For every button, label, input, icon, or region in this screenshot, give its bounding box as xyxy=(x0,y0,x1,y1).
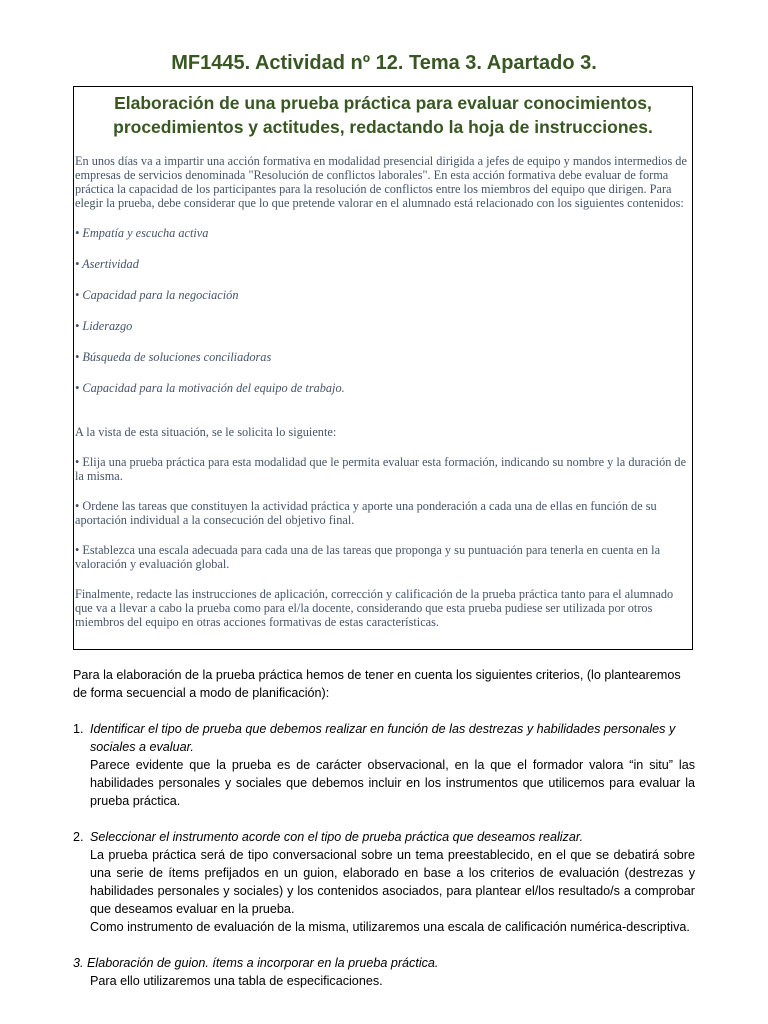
activity-statement xyxy=(75,154,690,629)
criterion-number: 1. xyxy=(73,722,84,736)
criterion-paragraph: Para ello utilizaremos una tabla de especificaciones. xyxy=(90,974,383,988)
request-item: • Elija una prueba práctica para esta modalidad que le permita evaluar esta formación, indicando su nombre y la duración de la misma. xyxy=(75,455,687,483)
activity-statement-box xyxy=(73,86,693,650)
criterion-heading: Seleccionar el instrumento acorde con el tipo de prueba práctica que deseamos realizar. xyxy=(90,830,584,844)
statement-final: Finalmente, redacte las instrucciones de aplicación, corrección y calificación de la prueba práctica tanto para el alumnado que va a llevar a cabo la prueba como para el/la docente, considerando que esta prueba pudiese ser utilizada por otros miembros del equipo en otras acciones formativas de estas características. xyxy=(75,587,674,629)
activity-title-line-2: procedimientos y actitudes, redactando la hoja de instrucciones. xyxy=(113,117,653,137)
response-intro: Para la elaboración de la prueba práctica hemos de tener en cuenta los siguientes criterios, (lo plantearemos de forma secuencial a modo de planificación): xyxy=(73,668,681,700)
content-item: • Capacidad para la negociación xyxy=(75,288,239,302)
page-title: MF1445. Actividad nº 12. Tema 3. Apartado 3. xyxy=(171,52,597,74)
statement-intro: En unos días va a impartir una acción formativa en modalidad presencial dirigida a jefes de equipo y mandos intermedios de empresas de servicios denominada "Resolución de conflictos laborales". En esta acción formativa debe evaluar de forma práctica la capacidad de los participantes para la resolución de conflictos entre los miembros del equipo que dirigen. Para elegir la prueba, debe considerar que lo que pretende valorar en el alumnado está relacionado con los siguientes contenidos: xyxy=(75,154,687,210)
content-item: • Asertividad xyxy=(75,257,139,271)
request-item: • Establezca una escala adecuada para cada una de las tareas que proponga y su puntuación para tenerla en cuenta en la valoración y evaluación global. xyxy=(75,543,661,571)
activity-title xyxy=(78,91,688,139)
activity-title-line-1: Elaboración de una prueba práctica para evaluar conocimientos, xyxy=(114,93,652,113)
criterion-paragraph: Parece evidente que la prueba es de carácter observacional, en la que el formador valora “in situ” las habilidades personales y sociales que debemos incluir en los instrumentos que utilicemos para evaluar la prueba práctica. xyxy=(90,758,695,808)
content-item: • Capacidad para la motivación del equipo de trabajo. xyxy=(75,381,345,395)
criterion-number: 2. xyxy=(73,830,84,844)
content-item: • Empatía y escucha activa xyxy=(75,226,209,240)
request-intro: A la vista de esta situación, se le solicita lo siguiente: xyxy=(75,425,337,439)
criterion-heading: Identificar el tipo de prueba que debemos realizar en función de las destrezas y habilidades personales y sociales a evaluar. xyxy=(90,722,676,754)
request-item: • Ordene las tareas que constituyen la actividad práctica y aporte una ponderación a cada una de ellas en función de su aportación individual a la consecución del objetivo final. xyxy=(75,499,657,527)
criterion-item-3 xyxy=(73,954,695,990)
content-item: • Búsqueda de soluciones conciliadoras xyxy=(75,350,272,364)
criterion-item-2 xyxy=(73,828,695,936)
criterion-paragraph: Como instrumento de evaluación de la misma, utilizaremos una escala de calificación numérica-descriptiva. xyxy=(90,920,690,934)
content-item: • Liderazgo xyxy=(75,319,133,333)
criterion-item-1 xyxy=(73,720,695,810)
response-body xyxy=(73,666,695,990)
criterion-paragraph: La prueba práctica será de tipo conversacional sobre un tema preestablecido, en el que se debatirá sobre una serie de ítems prefijados en un guion, elaborado en base a los criterios de evaluación (destrezas y habilidades personales y sociales) y los contenidos asociados, para plantear el/los resultado/s a comprobar que deseamos evaluar en la prueba. xyxy=(90,848,695,916)
criterion-heading: 3. Elaboración de guion. ítems a incorporar en la prueba práctica. xyxy=(73,956,439,970)
